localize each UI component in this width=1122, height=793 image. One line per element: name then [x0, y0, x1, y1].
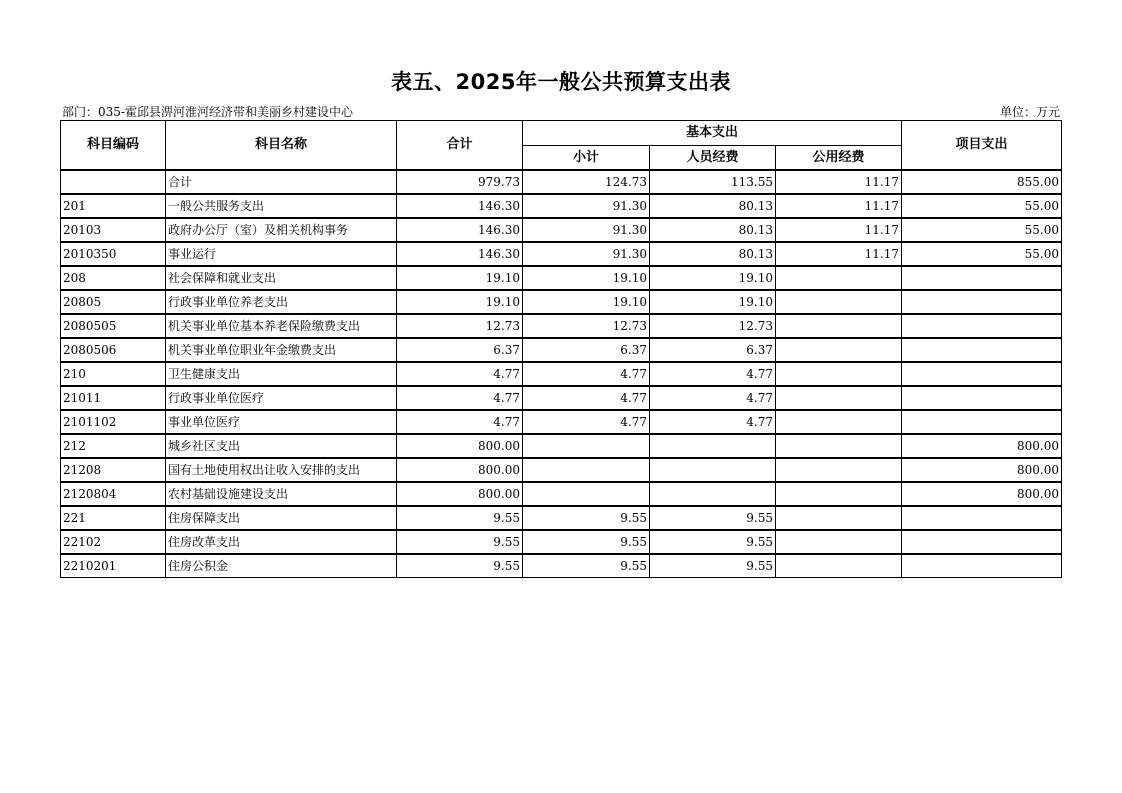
cell-project: 855.00: [902, 170, 1062, 194]
cell-total: 19.10: [397, 266, 523, 290]
cell-project: 800.00: [902, 458, 1062, 482]
cell-project: [902, 290, 1062, 314]
cell-personnel: [650, 458, 776, 482]
cell-subtotal: 91.30: [523, 242, 650, 266]
cell-code: 201: [61, 194, 166, 218]
cell-public: [776, 530, 902, 554]
cell-project: [902, 530, 1062, 554]
cell-subtotal: 9.55: [523, 506, 650, 530]
cell-code: 208: [61, 266, 166, 290]
cell-total: 800.00: [397, 458, 523, 482]
cell-public: [776, 410, 902, 434]
cell-project: [902, 338, 1062, 362]
cell-total: 800.00: [397, 434, 523, 458]
department-label: 部门：035-霍邱县淠河淮河经济带和美丽乡村建设中心: [62, 105, 353, 119]
cell-subtotal: 4.77: [523, 386, 650, 410]
cell-subtotal: 9.55: [523, 554, 650, 578]
cell-personnel: 12.73: [650, 314, 776, 338]
cell-subtotal: 19.10: [523, 266, 650, 290]
table-row: [61, 314, 1062, 338]
cell-subtotal: 91.30: [523, 218, 650, 242]
cell-total: 146.30: [397, 242, 523, 266]
table-row: [61, 266, 1062, 290]
header-public: 公用经费: [776, 146, 902, 171]
cell-project: 55.00: [902, 242, 1062, 266]
cell-code: 22102: [61, 530, 166, 554]
cell-personnel: 80.13: [650, 218, 776, 242]
header-project: 项目支出: [902, 121, 1062, 171]
cell-project: [902, 314, 1062, 338]
table-row: [61, 410, 1062, 434]
cell-subtotal: 4.77: [523, 410, 650, 434]
header-basic: 基本支出: [523, 121, 902, 146]
cell-personnel: 6.37: [650, 338, 776, 362]
page-title: 表五、2025年一般公共预算支出表: [391, 70, 731, 94]
cell-personnel: 19.10: [650, 290, 776, 314]
cell-total: 9.55: [397, 554, 523, 578]
cell-code: 2080505: [61, 314, 166, 338]
cell-total: 4.77: [397, 386, 523, 410]
cell-code: 2010350: [61, 242, 166, 266]
cell-total: 12.73: [397, 314, 523, 338]
cell-total: 9.55: [397, 506, 523, 530]
budget-table: [60, 120, 1062, 578]
cell-subtotal: 19.10: [523, 290, 650, 314]
header-code: 科目编码: [61, 121, 166, 171]
table-row: [61, 170, 1062, 194]
cell-public: 11.17: [776, 194, 902, 218]
cell-subtotal: [523, 434, 650, 458]
cell-public: [776, 338, 902, 362]
cell-project: 800.00: [902, 434, 1062, 458]
cell-personnel: 9.55: [650, 506, 776, 530]
cell-name: 卫生健康支出: [166, 362, 397, 386]
cell-total: 4.77: [397, 410, 523, 434]
table-row: [61, 458, 1062, 482]
cell-personnel: 80.13: [650, 242, 776, 266]
cell-public: 11.17: [776, 242, 902, 266]
cell-code: 21208: [61, 458, 166, 482]
cell-total: 800.00: [397, 482, 523, 506]
cell-public: [776, 482, 902, 506]
table-row: [61, 362, 1062, 386]
cell-public: 11.17: [776, 170, 902, 194]
cell-personnel: 4.77: [650, 362, 776, 386]
cell-code: 212: [61, 434, 166, 458]
cell-project: [902, 506, 1062, 530]
cell-public: [776, 266, 902, 290]
cell-personnel: 9.55: [650, 554, 776, 578]
table-row: [61, 554, 1062, 578]
cell-subtotal: 91.30: [523, 194, 650, 218]
cell-name: 机关事业单位基本养老保险缴费支出: [166, 314, 397, 338]
cell-public: [776, 506, 902, 530]
cell-name: 农村基础设施建设支出: [166, 482, 397, 506]
cell-public: [776, 386, 902, 410]
cell-subtotal: 4.77: [523, 362, 650, 386]
cell-name: 事业运行: [166, 242, 397, 266]
cell-code: 2101102: [61, 410, 166, 434]
table-row: [61, 338, 1062, 362]
cell-code: 20805: [61, 290, 166, 314]
cell-code: [61, 170, 166, 194]
cell-total: 9.55: [397, 530, 523, 554]
cell-subtotal: 6.37: [523, 338, 650, 362]
cell-name: 社会保障和就业支出: [166, 266, 397, 290]
cell-personnel: 4.77: [650, 386, 776, 410]
cell-project: 800.00: [902, 482, 1062, 506]
cell-public: 11.17: [776, 218, 902, 242]
cell-subtotal: 124.73: [523, 170, 650, 194]
cell-code: 21011: [61, 386, 166, 410]
cell-personnel: 9.55: [650, 530, 776, 554]
cell-name: 城乡社区支出: [166, 434, 397, 458]
cell-total: 4.77: [397, 362, 523, 386]
table-row: [61, 218, 1062, 242]
cell-total: 19.10: [397, 290, 523, 314]
cell-project: 55.00: [902, 218, 1062, 242]
cell-personnel: 113.55: [650, 170, 776, 194]
table-row: [61, 482, 1062, 506]
cell-personnel: 4.77: [650, 410, 776, 434]
header-subtotal: 小计: [523, 146, 650, 171]
cell-name: 行政事业单位养老支出: [166, 290, 397, 314]
cell-total: 979.73: [397, 170, 523, 194]
cell-personnel: [650, 482, 776, 506]
cell-public: [776, 290, 902, 314]
cell-personnel: [650, 434, 776, 458]
unit-label: 单位：万元: [999, 105, 1060, 119]
cell-name: 机关事业单位职业年金缴费支出: [166, 338, 397, 362]
table-row: [61, 434, 1062, 458]
cell-subtotal: [523, 458, 650, 482]
table-row: [61, 194, 1062, 218]
cell-total: 146.30: [397, 218, 523, 242]
cell-code: 2120804: [61, 482, 166, 506]
header-total: 合计: [397, 121, 523, 171]
table-row: [61, 506, 1062, 530]
cell-code: 2210201: [61, 554, 166, 578]
cell-subtotal: 12.73: [523, 314, 650, 338]
cell-public: [776, 362, 902, 386]
cell-project: [902, 554, 1062, 578]
cell-name: 行政事业单位医疗: [166, 386, 397, 410]
cell-public: [776, 458, 902, 482]
table-row: [61, 386, 1062, 410]
cell-subtotal: [523, 482, 650, 506]
cell-total: 146.30: [397, 194, 523, 218]
cell-personnel: 19.10: [650, 266, 776, 290]
cell-public: [776, 554, 902, 578]
cell-subtotal: 9.55: [523, 530, 650, 554]
cell-project: [902, 362, 1062, 386]
cell-public: [776, 314, 902, 338]
table-row: [61, 290, 1062, 314]
table-row: [61, 530, 1062, 554]
cell-project: 55.00: [902, 194, 1062, 218]
cell-name: 住房公积金: [166, 554, 397, 578]
cell-project: [902, 266, 1062, 290]
cell-name: 事业单位医疗: [166, 410, 397, 434]
table-body: [61, 170, 1062, 578]
header-name: 科目名称: [166, 121, 397, 171]
header-personnel: 人员经费: [650, 146, 776, 171]
cell-name: 政府办公厅（室）及相关机构事务: [166, 218, 397, 242]
cell-name: 住房改革支出: [166, 530, 397, 554]
table-row: [61, 242, 1062, 266]
cell-name: 合计: [166, 170, 397, 194]
cell-code: 2080506: [61, 338, 166, 362]
cell-name: 国有土地使用权出让收入安排的支出: [166, 458, 397, 482]
cell-code: 20103: [61, 218, 166, 242]
cell-public: [776, 434, 902, 458]
cell-project: [902, 410, 1062, 434]
cell-name: 住房保障支出: [166, 506, 397, 530]
cell-project: [902, 386, 1062, 410]
cell-total: 6.37: [397, 338, 523, 362]
cell-code: 210: [61, 362, 166, 386]
cell-name: 一般公共服务支出: [166, 194, 397, 218]
cell-personnel: 80.13: [650, 194, 776, 218]
cell-code: 221: [61, 506, 166, 530]
